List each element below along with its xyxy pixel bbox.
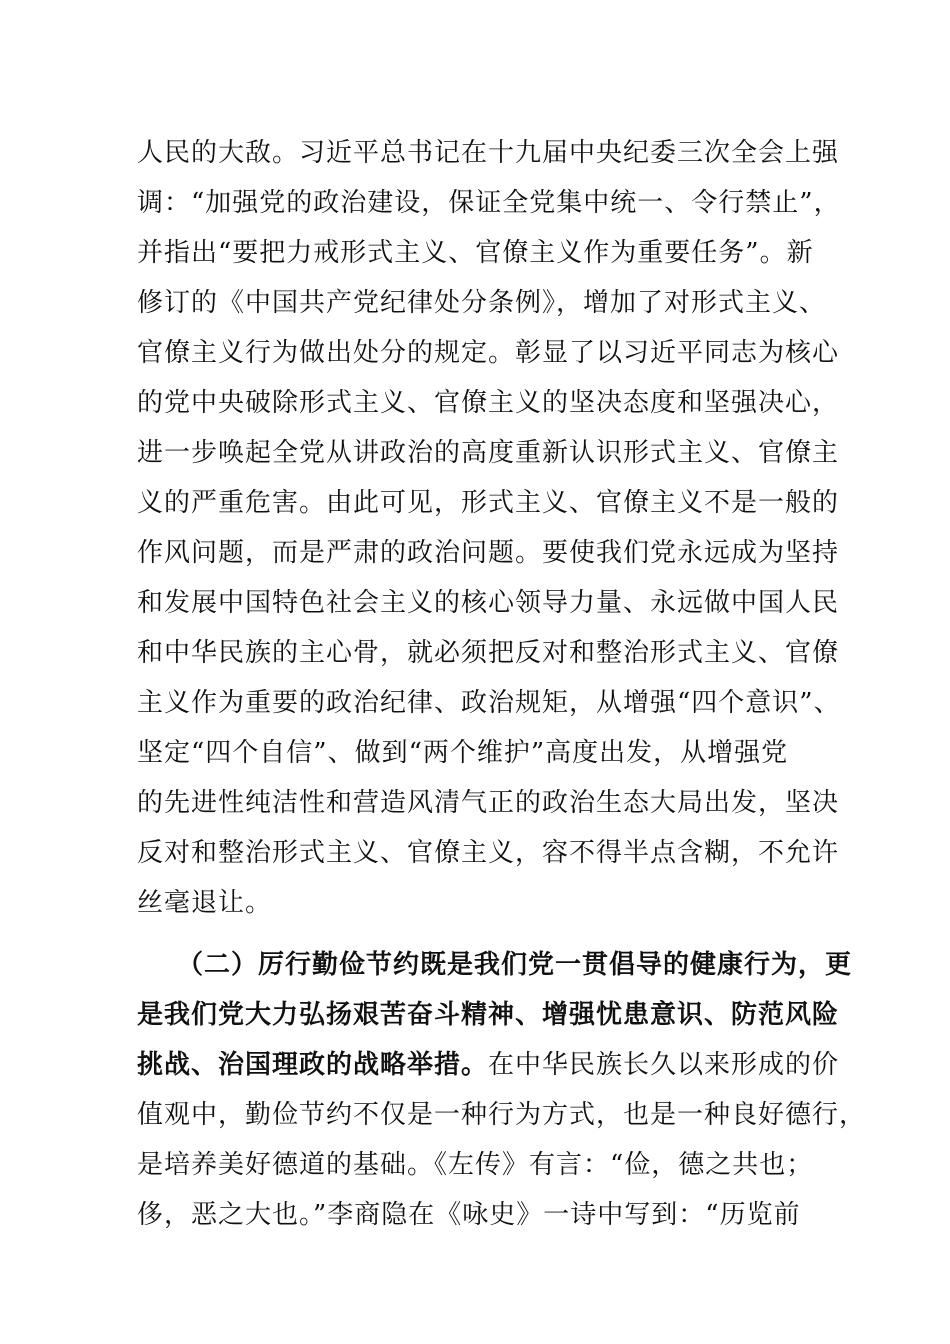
text-line: 是培养美好德道的基础。《左传》有言：“俭，德之共也；	[137, 1150, 814, 1180]
text-line: 进一步唤起全党从讲政治的高度重新认识形式主义、官僚主	[137, 438, 840, 468]
text-line: 反对和整治形式主义、官僚主义，容不得半点含糊，不允许	[137, 838, 840, 868]
text-line: 官僚主义行为做出处分的规定。彰显了以习近平同志为核心	[137, 338, 840, 368]
text-line: 并指出“要把力戒形式主义、官僚主义作为重要任务”。新	[137, 238, 814, 268]
section-heading-line: 是我们党大力弘扬艰苦奋斗精神、增强忧患意识、防范风险	[137, 1000, 840, 1030]
section-heading-line: （二）厉行勤俭节约既是我们党一贯倡导的健康行为，更	[177, 950, 853, 980]
text-line: 作风问题，而是严肃的政治问题。要使我们党永远成为坚持	[137, 538, 840, 568]
text-line: 和中华民族的主心骨，就必须把反对和整治形式主义、官僚	[137, 638, 840, 668]
paragraph-frugality	[137, 940, 867, 1240]
paragraph-formalism	[137, 128, 841, 928]
text-segment: 在中华民族长久以来形成的价	[488, 1050, 840, 1080]
text-line: 义的严重危害。由此可见，形式主义、官僚主义不是一般的	[137, 488, 840, 518]
text-line: 坚定“四个自信”、做到“两个维护”高度出发，从增强党	[137, 738, 789, 768]
text-line: 丝毫退让。	[137, 888, 273, 918]
section-heading-end: 挑战、治国理政的战略举措。	[137, 1050, 489, 1080]
text-line: 的党中央破除形式主义、官僚主义的坚决态度和坚强决心，	[137, 388, 840, 418]
text-line: 主义作为重要的政治纪律、政治规矩，从增强“四个意识”、	[137, 688, 841, 718]
text-line: 的先进性纯洁性和营造风清气正的政治生态大局出发，坚决	[137, 788, 840, 818]
text-line: 和发展中国特色社会主义的核心领导力量、永远做中国人民	[137, 588, 840, 618]
text-line: 人民的大敌。习近平总书记在十九届中央纪委三次全会上强	[137, 138, 840, 168]
text-line: 修订的《中国共产党纪律处分条例》，增加了对形式主义、	[137, 288, 827, 318]
text-line: 值观中，勤俭节约不仅是一种行为方式，也是一种良好德行，	[137, 1100, 867, 1130]
text-line-mixed	[137, 1040, 840, 1090]
text-line: 侈，恶之大也。”李商隐在《咏史》一诗中写到：“历览前	[137, 1200, 801, 1230]
text-line: 调：“加强党的政治建设，保证全党集中统一、令行禁止”，	[137, 188, 841, 218]
